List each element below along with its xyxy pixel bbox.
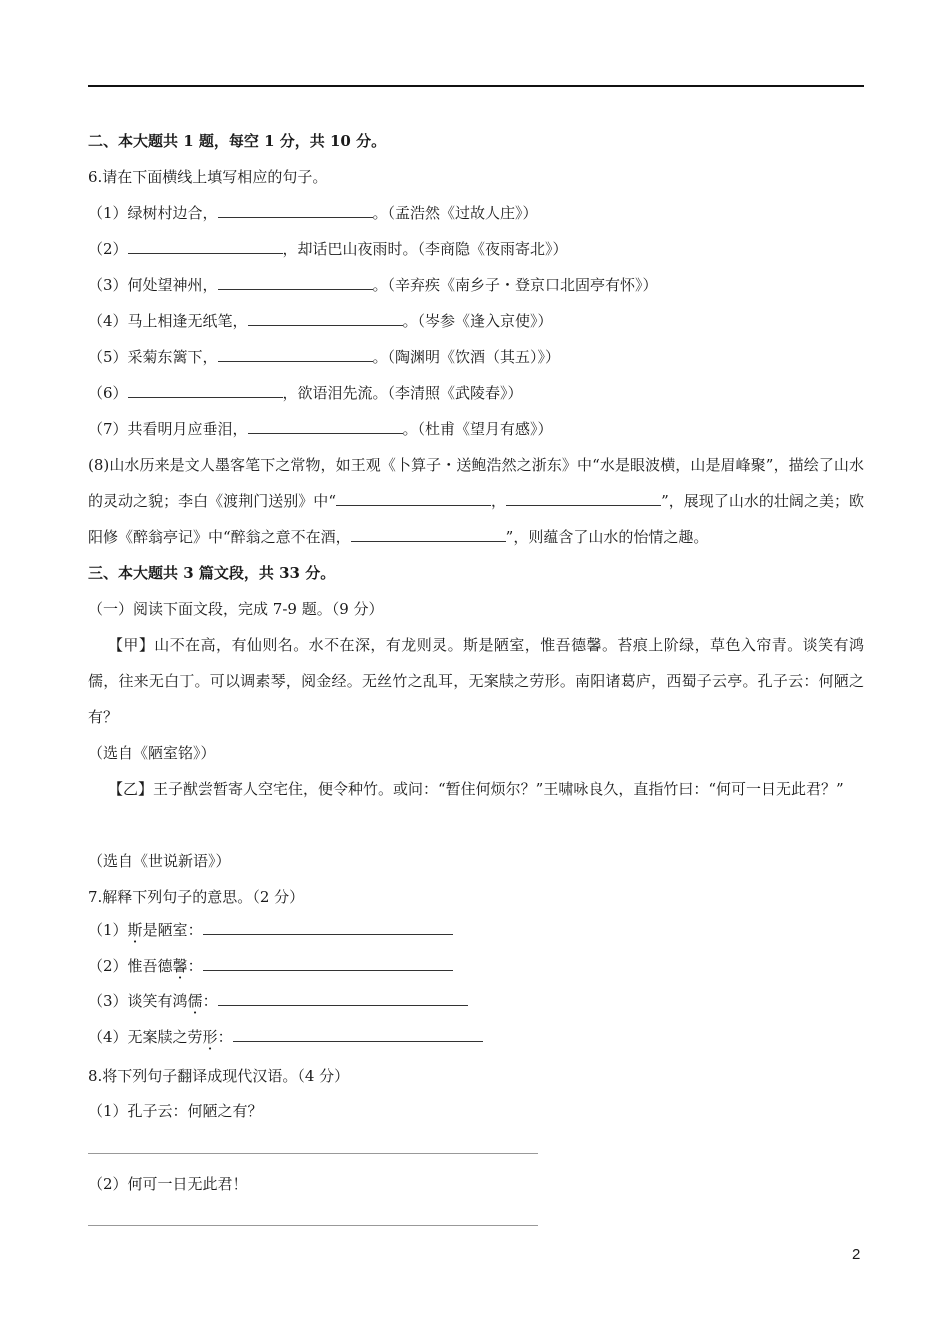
- fill-blank[interactable]: [506, 491, 661, 506]
- q6-item-7: （7）共看明月应垂泪， 。（杜甫《望月有感》）: [88, 420, 553, 438]
- q6-prompt: 6.请在下面横线上填写相应的句子。: [88, 168, 328, 186]
- fill-blank[interactable]: [351, 527, 506, 542]
- fill-blank[interactable]: [218, 347, 373, 362]
- q6-item-1: （1）绿树村边合， 。（孟浩然《过故人庄》）: [88, 204, 538, 222]
- passage-yi: 【乙】王子猷尝暂寄人空宅住，便令种竹。或问：“暂住何烦尔？”王啸咏良久，直指竹曰：“何可一日无此君？”: [108, 780, 844, 798]
- header-rule: [88, 85, 864, 87]
- q6-item-4: （4）马上相逢无纸笔， 。（岑参《逢入京使》）: [88, 312, 553, 330]
- section2-heading: 二、本大题共 1 题，每空 1 分，共 10 分。: [88, 132, 387, 150]
- answer-blank[interactable]: [233, 1027, 483, 1042]
- part1-title: （一）阅读下面文段，完成 7-9 题。（9 分）: [88, 600, 384, 618]
- fill-blank[interactable]: [248, 419, 403, 434]
- passage-jia-source: （选自《陋室铭》）: [88, 744, 216, 762]
- passage-jia: 【甲】山不在高，有仙则名。水不在深，有龙则灵。斯是陋室，惟吾德馨。苔痕上阶绿，草色入帘青。谈笑有鸿儒，往来无白丁。可以调素琴，阅金经。无丝竹之乱耳，无案牍之劳形。南阳诸葛庐，西蜀子云亭。孔子云：何陋之有？: [88, 636, 864, 726]
- answer-blank[interactable]: [203, 920, 453, 935]
- q7-item-4: （4）无案牍之劳形：: [88, 1027, 483, 1047]
- q6-item-2: （2） ，却话巴山夜雨时。（李商隐《夜雨寄北》）: [88, 240, 568, 258]
- section3-heading: 三、本大题共 3 篇文段，共 33 分。: [88, 564, 336, 582]
- answer-blank[interactable]: [203, 956, 453, 971]
- q7-item-2: （2）惟吾德馨：: [88, 956, 453, 976]
- answer-line[interactable]: [88, 1225, 538, 1226]
- q6-item-8: (8)山水历来是文人墨客笔下之常物，如王观《卜算子・送鲍浩然之浙东》中“水是眼波横，山是眉峰聚”，描绘了山水的灵动之貌；李白《渡荆门送别》中“ ， ”，展现了山水的壮阔之美；欧阳修《醉翁亭记》中“醉翁之意不在酒， ”，则蕴含了山水的怡情之趣。: [88, 456, 865, 546]
- q7-prompt: 7.解释下列句子的意思。（2 分）: [88, 888, 305, 906]
- fill-blank[interactable]: [248, 311, 403, 326]
- q7-item-3: （3）谈笑有鸿儒：: [88, 991, 468, 1011]
- fill-blank[interactable]: [128, 383, 283, 398]
- q8-item-2: （2）何可一日无此君！: [88, 1175, 248, 1193]
- fill-blank[interactable]: [218, 203, 373, 218]
- fill-blank[interactable]: [336, 491, 491, 506]
- q6-item-3: （3）何处望神州， 。（辛弃疾《南乡子・登京口北固亭有怀》）: [88, 276, 658, 294]
- answer-blank[interactable]: [218, 991, 468, 1006]
- answer-line[interactable]: [88, 1153, 538, 1154]
- page-number: 2: [852, 1246, 861, 1263]
- q6-item-6: （6） ，欲语泪先流。（李清照《武陵春》）: [88, 384, 523, 402]
- fill-blank[interactable]: [218, 275, 373, 290]
- passage-yi-source: （选自《世说新语》）: [88, 852, 231, 870]
- q8-item-1: （1）孔子云：何陋之有？: [88, 1102, 263, 1120]
- q8-prompt: 8.将下列句子翻译成现代汉语。（4 分）: [88, 1067, 350, 1085]
- fill-blank[interactable]: [128, 239, 283, 254]
- q6-item-5: （5）采菊东篱下， 。（陶渊明《饮酒（其五）》）: [88, 348, 561, 366]
- q7-item-1: （1）斯是陋室：: [88, 920, 453, 940]
